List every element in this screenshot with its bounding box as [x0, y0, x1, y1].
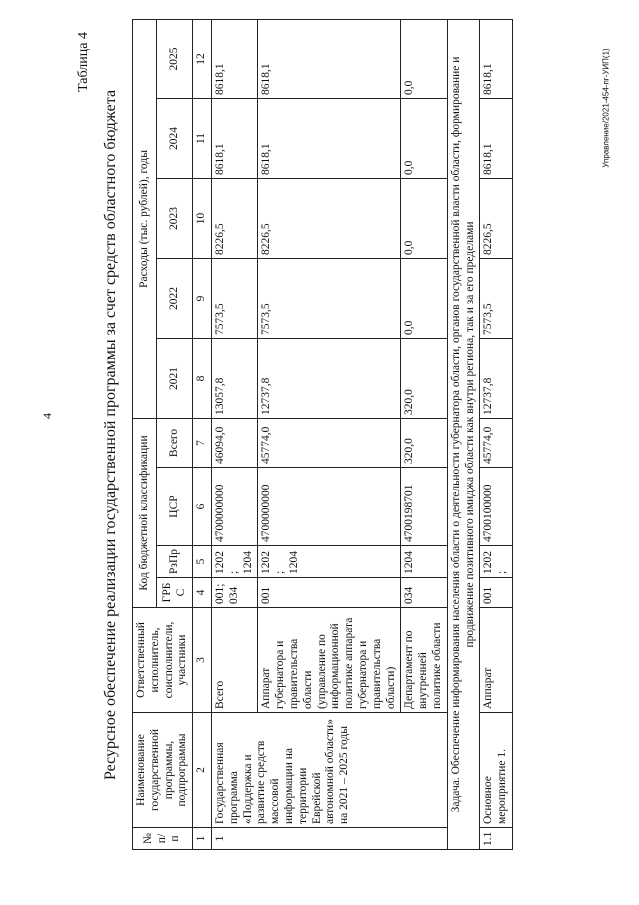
- col-number: 12: [193, 19, 212, 98]
- col-number: 2: [193, 713, 212, 828]
- header-num: № п/п: [133, 828, 193, 850]
- col-number: 6: [193, 468, 212, 546]
- year-2022-cell: 7573,5: [258, 258, 401, 338]
- rzpr-cell: 1202; 1204: [258, 546, 401, 578]
- column-numbering-row: [193, 19, 212, 849]
- year-2024-cell: 0,0: [401, 98, 447, 178]
- task-row: [447, 19, 480, 849]
- header-budget-code-group: Код бюджетной классификации: [133, 418, 157, 607]
- grbs-cell: 034: [401, 578, 447, 608]
- executor-cell: Аппарат: [480, 608, 513, 713]
- event-name: Основное мероприятие 1.: [480, 713, 513, 828]
- grbs-cell: 001: [258, 578, 401, 608]
- task-description: Задача. Обеспечение информирования населения области о деятельности губернатора области, органов государственной власти области, формирование и продвижение позитивного имиджа области как внутри региона, так и за его пределами: [447, 19, 480, 849]
- csr-cell: 4700000000: [211, 468, 257, 546]
- rzpr-cell: 1204: [401, 546, 447, 578]
- program-num: 1: [211, 828, 447, 850]
- year-2021-cell: 320,0: [401, 338, 447, 418]
- header-name: Наименование государственной программы, подпрограммы: [133, 713, 193, 828]
- year-2025-cell: 8618,1: [211, 19, 257, 98]
- csr-cell: 4700198701: [401, 468, 447, 546]
- csr-cell: 4700100000: [480, 468, 513, 546]
- total-cell: 46094,0: [211, 418, 257, 467]
- header-year-2025: 2025: [157, 19, 193, 98]
- year-2022-cell: 7573,5: [211, 258, 257, 338]
- col-number: 3: [193, 608, 212, 713]
- rzpr-cell: 1202;: [480, 546, 513, 578]
- table-label: Таблица 4: [76, 32, 91, 92]
- year-2025-cell: 0,0: [401, 19, 447, 98]
- executor-cell: Аппарат губернатора и правительства области (управление по информационной политике аппарата губернатора и правительства области): [258, 608, 401, 713]
- year-2024-cell: 8618,1: [258, 98, 401, 178]
- col-number: 9: [193, 258, 212, 338]
- header-csr: ЦСР: [157, 468, 193, 546]
- year-2022-cell: 0,0: [401, 258, 447, 338]
- header-spending-group: Расходы (тыс. рублей), годы: [133, 19, 157, 418]
- rotated-landscape-sheet: [76, 20, 596, 850]
- year-2023-cell: 8226,5: [480, 178, 513, 258]
- header-year-2022: 2022: [157, 258, 193, 338]
- header-total: Всего: [157, 418, 193, 467]
- year-2022-cell: 7573,5: [480, 258, 513, 338]
- year-2024-cell: 8618,1: [480, 98, 513, 178]
- col-number: 8: [193, 338, 212, 418]
- header-row-1: [133, 19, 157, 849]
- header-grbs: ГРБС: [157, 578, 193, 608]
- col-number: 1: [193, 828, 212, 850]
- resource-support-table: [132, 19, 513, 850]
- page-number: 4: [40, 413, 54, 419]
- header-year-2024: 2024: [157, 98, 193, 178]
- year-2023-cell: 0,0: [401, 178, 447, 258]
- executor-cell: Всего: [211, 608, 257, 713]
- year-2021-cell: 13057,8: [211, 338, 257, 418]
- col-number: 7: [193, 418, 212, 467]
- col-number: 10: [193, 178, 212, 258]
- year-2024-cell: 8618,1: [211, 98, 257, 178]
- document-title: Ресурсное обеспечение реализации государственной программы за счет средств областного бюджета: [102, 89, 119, 781]
- rzpr-cell: 1202; 1204: [211, 546, 257, 578]
- col-number: 11: [193, 98, 212, 178]
- csr-cell: 4700000000: [258, 468, 401, 546]
- executor-cell: Департамент по внутренней политике области: [401, 608, 447, 713]
- header-executor: Ответственный исполнитель, соисполнители, участники: [133, 608, 193, 713]
- document-footer-code: Управление/2021-454-пг-УИП(1): [601, 48, 611, 168]
- grbs-cell: 001; 034: [211, 578, 257, 608]
- year-2021-cell: 12737,8: [480, 338, 513, 418]
- event-num: 1.1: [480, 828, 513, 850]
- col-number: 5: [193, 546, 212, 578]
- year-2023-cell: 8226,5: [258, 178, 401, 258]
- year-2023-cell: 8226,5: [211, 178, 257, 258]
- program-name: Государственная программа «Поддержка и развитие средств массовой информации на территории Еврейской автономной области» на 2021 – 2025 годы: [211, 713, 447, 828]
- table-row-program-total: [211, 19, 257, 849]
- total-cell: 320,0: [401, 418, 447, 467]
- col-number: 4: [193, 578, 212, 608]
- year-2025-cell: 8618,1: [480, 19, 513, 98]
- table-row-event-1: [480, 19, 513, 849]
- header-year-2023: 2023: [157, 178, 193, 258]
- year-2021-cell: 12737,8: [258, 338, 401, 418]
- grbs-cell: 001: [480, 578, 513, 608]
- total-cell: 45774,0: [258, 418, 401, 467]
- header-year-2021: 2021: [157, 338, 193, 418]
- year-2025-cell: 8618,1: [258, 19, 401, 98]
- total-cell: 45774,0: [480, 418, 513, 467]
- header-rzpr: РзПр: [157, 546, 193, 578]
